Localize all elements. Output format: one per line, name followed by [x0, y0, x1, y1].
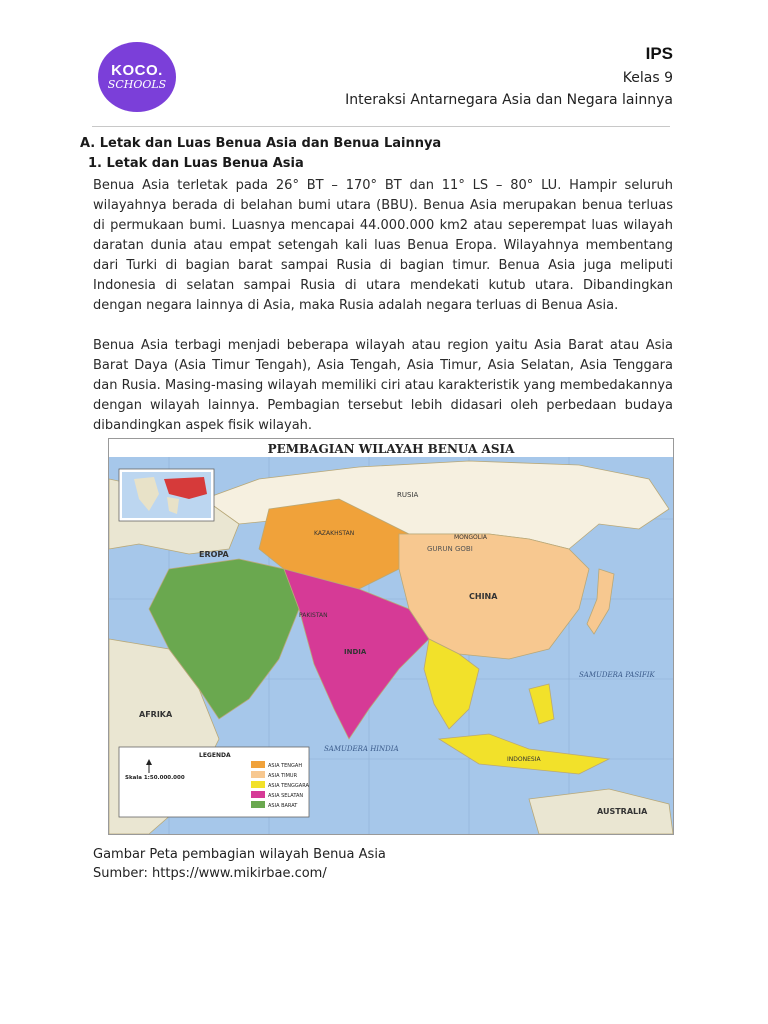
document-header	[345, 44, 673, 108]
grade-label: Kelas 9	[622, 70, 673, 86]
label-kazakhstan: KAZAKHSTAN	[314, 530, 355, 537]
logo-text: KOCO.	[111, 62, 163, 79]
map-caption	[93, 845, 386, 883]
logo-subtext: SCHOOLS	[107, 78, 167, 91]
legend-label-asia-tengah: ASIA TENGAH	[268, 763, 303, 769]
legend-swatch-asia-selatan	[251, 791, 265, 798]
paragraph-2: Benua Asia terbagi menjadi beberapa wilayah atau region yaitu Asia Barat atau Asia Barat Daya (Asia Timur Tengah), Asia Tengah, Asia Timur, Asia Selatan, Asia Tenggara dan Rusia. Masing-masing wilayah memiliki ciri atau karakteristik yang membedakannya dengan wilayah lainnya. Pembagian tersebut lebih didasari oleh perbedaan budaya dibandingkan aspek fisik wilayah.	[93, 338, 673, 433]
legend-title: LEGENDA	[199, 752, 231, 759]
label-gurun-gobi: GURUN GOBI	[427, 545, 473, 553]
label-mongolia: MONGOLIA	[454, 534, 487, 541]
koco-schools-logo	[98, 42, 176, 112]
subject-title: IPS	[645, 44, 673, 63]
legend-scale: Skala 1:50.000.000	[125, 775, 185, 781]
caption-title: Gambar Peta pembagian wilayah Benua Asia	[93, 847, 386, 862]
map-graphic	[109, 439, 673, 834]
label-australia: AUSTRALIA	[597, 807, 648, 816]
label-eropa: EROPA	[199, 550, 229, 559]
legend-swatch-asia-barat	[251, 801, 265, 808]
legend-swatch-asia-tengah	[251, 761, 265, 768]
caption-source: Sumber: https://www.mikirbae.com/	[93, 866, 327, 881]
paragraph-1: Benua Asia terletak pada 26° BT – 170° BT dan 11° LS – 80° LU. Hampir seluruh wilayahnya berada di belahan bumi utara (BBU). Benua Asia merupakan benua terluas di permukaan bumi. Luasnya mencapai 44.000.000 km2 atau seperempat luas wilayah daratan dunia atau empat setengah kali luas Benua Eropa. Wilayahnya membentang dari Turki di bagian barat sampai Rusia di bagian timur. Benua Asia juga meliputi Indonesia di selatan sampai Rusia di utara mendekati kutub utara. Dibandingkan dengan negara lainnya di Asia, maka Rusia adalah negara terluas di Benua Asia.	[93, 178, 673, 313]
asia-region-map	[108, 438, 674, 835]
legend-label-asia-tenggara: ASIA TENGGARA	[268, 783, 309, 789]
legend-label-asia-selatan: ASIA SELATAN	[268, 793, 304, 799]
map-title: PEMBAGIAN WILAYAH BENUA ASIA	[267, 442, 515, 456]
label-rusia: RUSIA	[397, 491, 419, 499]
label-afrika: AFRIKA	[139, 710, 173, 719]
legend-swatch-asia-tenggara	[251, 781, 265, 788]
label-indonesia: INDONESIA	[507, 756, 541, 763]
label-samudera-hindia: SAMUDERA HINDIA	[324, 745, 399, 753]
header-divider	[92, 126, 670, 127]
legend-label-asia-barat: ASIA BARAT	[268, 803, 298, 809]
legend-swatch-asia-timur	[251, 771, 265, 778]
topic-title: Interaksi Antarnegara Asia dan Negara lainnya	[345, 92, 673, 108]
legend-label-asia-timur: ASIA TIMUR	[268, 773, 298, 779]
section-1-heading: 1. Letak dan Luas Benua Asia	[88, 156, 304, 171]
section-a-heading: A. Letak dan Luas Benua Asia dan Benua Lainnya	[80, 136, 442, 151]
label-china: CHINA	[469, 592, 498, 601]
label-india: INDIA	[344, 648, 367, 656]
label-pakistan: PAKISTAN	[299, 612, 328, 619]
label-samudera-pasifik: SAMUDERA PASIFIK	[579, 671, 655, 679]
